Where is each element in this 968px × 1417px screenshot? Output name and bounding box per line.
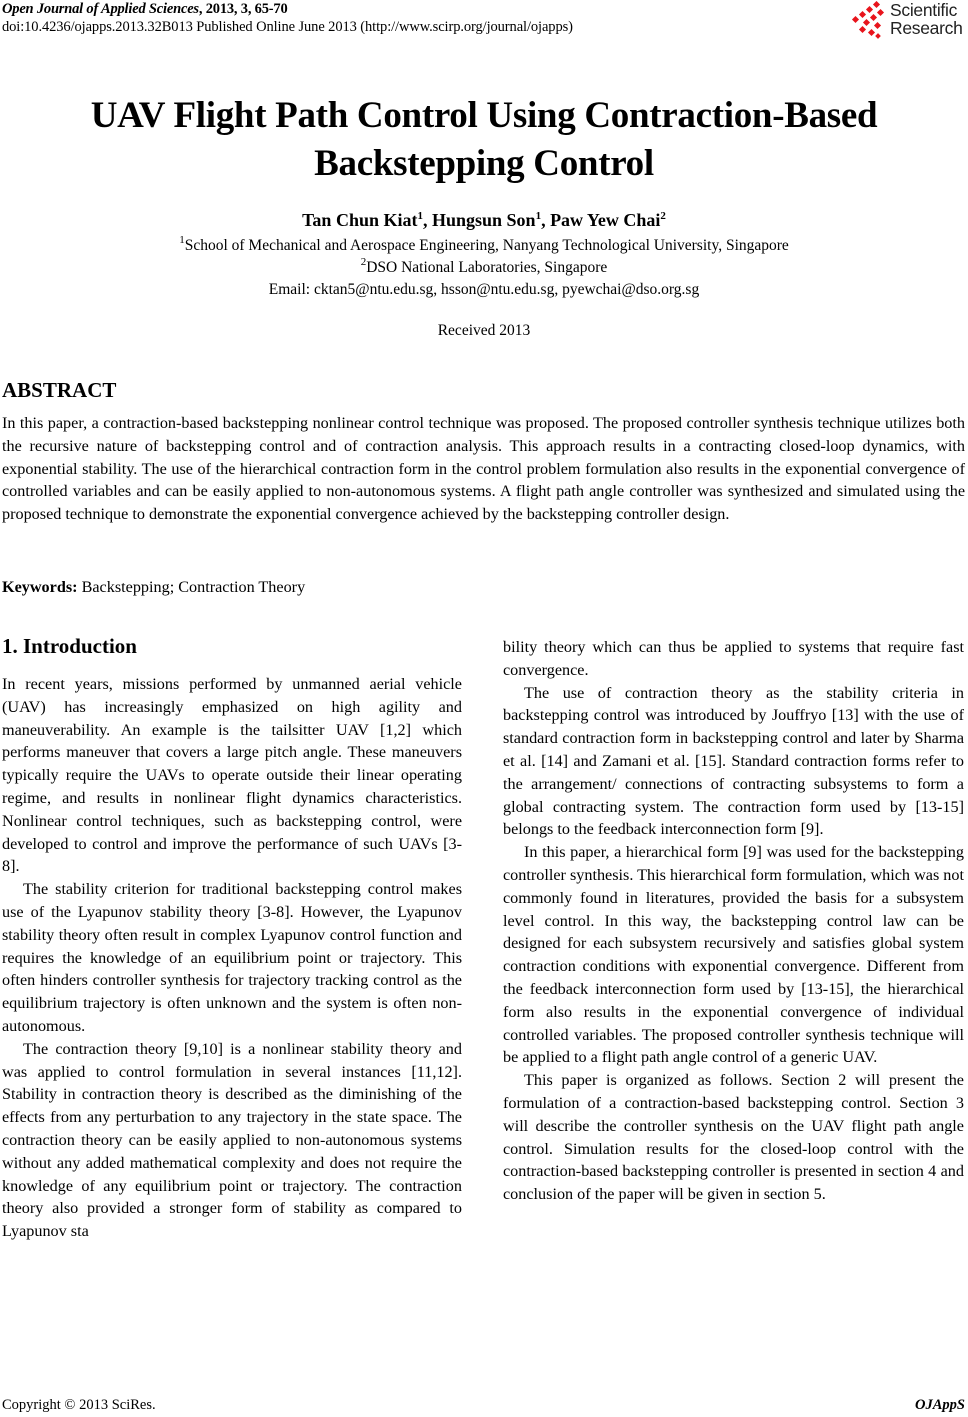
scientific-research-logo — [848, 1, 968, 41]
paragraph: In this paper, a hierarchical form [9] was used for the backstepping controller synthesis. This hierarchical form formulation, which was not commonly found in literatures, provided the basis for a subsystem level control. In this way, the backstepping control law can be designed for each subsystem recursively and satisfies global system contraction conditions with exponential convergence. Different from the feedback interconnection form used by [13-15], the hierarchical form also results in the exponential convergence of individual controlled variables. The proposed controller synthesis technique will be applied to a flight path angle control of a generic UAV. — [503, 843, 964, 1067]
abstract-body: In this paper, a contraction-based backstepping nonlinear control technique was proposed. The proposed controller synthesis technique utilizes both the recursive nature of backstepping control and of contraction analysis. This approach results in a contracting closed-loop dynamics, with exponential stability. The use of the hierarchical contraction form in the control problem formulation also results in the exponential convergence of controlled variables and can be easily applied to non-autonomous systems. A flight path angle controller was synthesized and simulated using the proposed technique to demonstrate the exponential convergence achieved by the backstepping controller design. — [2, 414, 965, 524]
affiliation-text: DSO National Laboratories, Singapore — [366, 259, 608, 276]
logo-line-1: Scientific — [890, 0, 958, 20]
left-column — [2, 673, 462, 1243]
affiliation-2 — [0, 256, 968, 277]
paper-title-line-1: UAV Flight Path Control Using Contraction-Based — [90, 95, 878, 136]
affiliation-marker: 1 — [179, 234, 185, 246]
keywords-label: Keywords: — [2, 578, 78, 596]
logo-line-2: Research — [890, 18, 963, 38]
affiliation-text: School of Mechanical and Aerospace Engineering, Nanyang Technological University, Singapore — [184, 237, 789, 254]
paragraph: This paper is organized as follows. Section 2 will present the formulation of a contraction-based backstepping control. Section 3 will describe the controller synthesis on the UAV flight path angle control. Simulation results for the closed-loop control with the contraction-based backstepping controller is presented in section 4 and conclusion of the paper will be given in section 5. — [503, 1071, 964, 1204]
journal-name: Open Journal of Applied Sciences — [2, 1, 199, 17]
author-affiliation-marker: 1 — [535, 210, 542, 222]
paper-title-line-2: Backstepping Control — [314, 143, 654, 184]
keywords — [2, 578, 305, 597]
author-name: Paw Yew Chai — [550, 210, 661, 230]
received-date: Received 2013 — [437, 322, 531, 339]
doi-line: doi:10.4236/ojapps.2013.32B013 Published Online June 2013 (http://www.scirp.org/journal/ojapps) — [2, 19, 573, 35]
abstract-heading: ABSTRACT — [2, 378, 117, 402]
author-name: Hungsun Son — [431, 210, 536, 230]
author-list — [0, 210, 968, 231]
author-separator: , — [541, 210, 551, 230]
section-heading-introduction: 1. Introduction — [2, 634, 137, 658]
author-emails: Email: cktan5@ntu.edu.sg, hsson@ntu.edu.sg, pyewchai@dso.org.sg — [268, 281, 700, 298]
author-affiliation-marker: 2 — [660, 210, 666, 222]
paragraph: In recent years, missions performed by unmanned aerial vehicle (UAV) has increasingly emphasized on high agility and maneuverability. An example is the tailsitter UAV [1,2] which performs maneuver that covers a large pitch angle. These maneuvers typically require the UAVs to operate outside their linear operating regime, and results in nonlinear flight dynamics characteristics. Nonlinear control techniques, such as backstepping control, were developed to control and improve the performance of such UAVs [3-8]. — [2, 675, 462, 876]
affiliation-1 — [0, 234, 968, 255]
paragraph: The stability criterion for traditional backstepping control makes use of the Lyapunov stability theory [3-8]. However, the Lyapunov stability theory often result in complex Lyapunov control function and requires the knowledge of an equilibrium point or trajectory. This often hinders controller synthesis for trajectory tracking control as the equilibrium trajectory is often unknown and the system is often non-autonomous. — [2, 880, 462, 1035]
right-column — [503, 636, 964, 1206]
copyright-notice: Copyright © 2013 SciRes. — [2, 1397, 156, 1413]
author-separator: , — [422, 210, 432, 230]
keywords-value: Backstepping; Contraction Theory — [77, 578, 306, 596]
journal-citation — [2, 1, 288, 18]
paragraph: bility theory which can thus be applied to systems that require fast convergence. — [503, 638, 964, 679]
author-name: Tan Chun Kiat — [302, 210, 418, 230]
logo-wordmark — [890, 1, 963, 37]
affiliation-marker: 2 — [360, 256, 367, 268]
journal-issue: , 2013, 3, 65-70 — [198, 1, 288, 17]
diamond-cluster-logo-icon — [848, 1, 888, 41]
paragraph: The use of contraction theory as the stability criteria in backstepping control was introduced by Jouffryo [13] with the use of standard contraction form in backstepping control and later by Sharma et al. [14] and Zamani et al. [15]. Standard contraction forms refer to the arrangement/ connections of contracting subsystems to form a global contracting system. The contraction form used by [13-15] belongs to the feedback interconnection form [9]. — [503, 683, 964, 839]
paper-title — [0, 92, 968, 188]
paragraph: The contraction theory [9,10] is a nonlinear stability theory and was applied to control formulation in several instances [11,12]. Stability in contraction theory is described as the diminishing of the effects from any perturbation to any trajectory in the state space. The contraction theory can be easily applied to non-autonomous systems without any added mathematical complexity and does not require the knowledge of any equilibrium point or trajectory. The contraction theory also provided a stronger form of stability as compared to Lyapunov sta — [2, 1039, 462, 1241]
author-affiliation-marker: 1 — [417, 210, 423, 222]
journal-abbreviation: OJAppS — [915, 1397, 965, 1413]
